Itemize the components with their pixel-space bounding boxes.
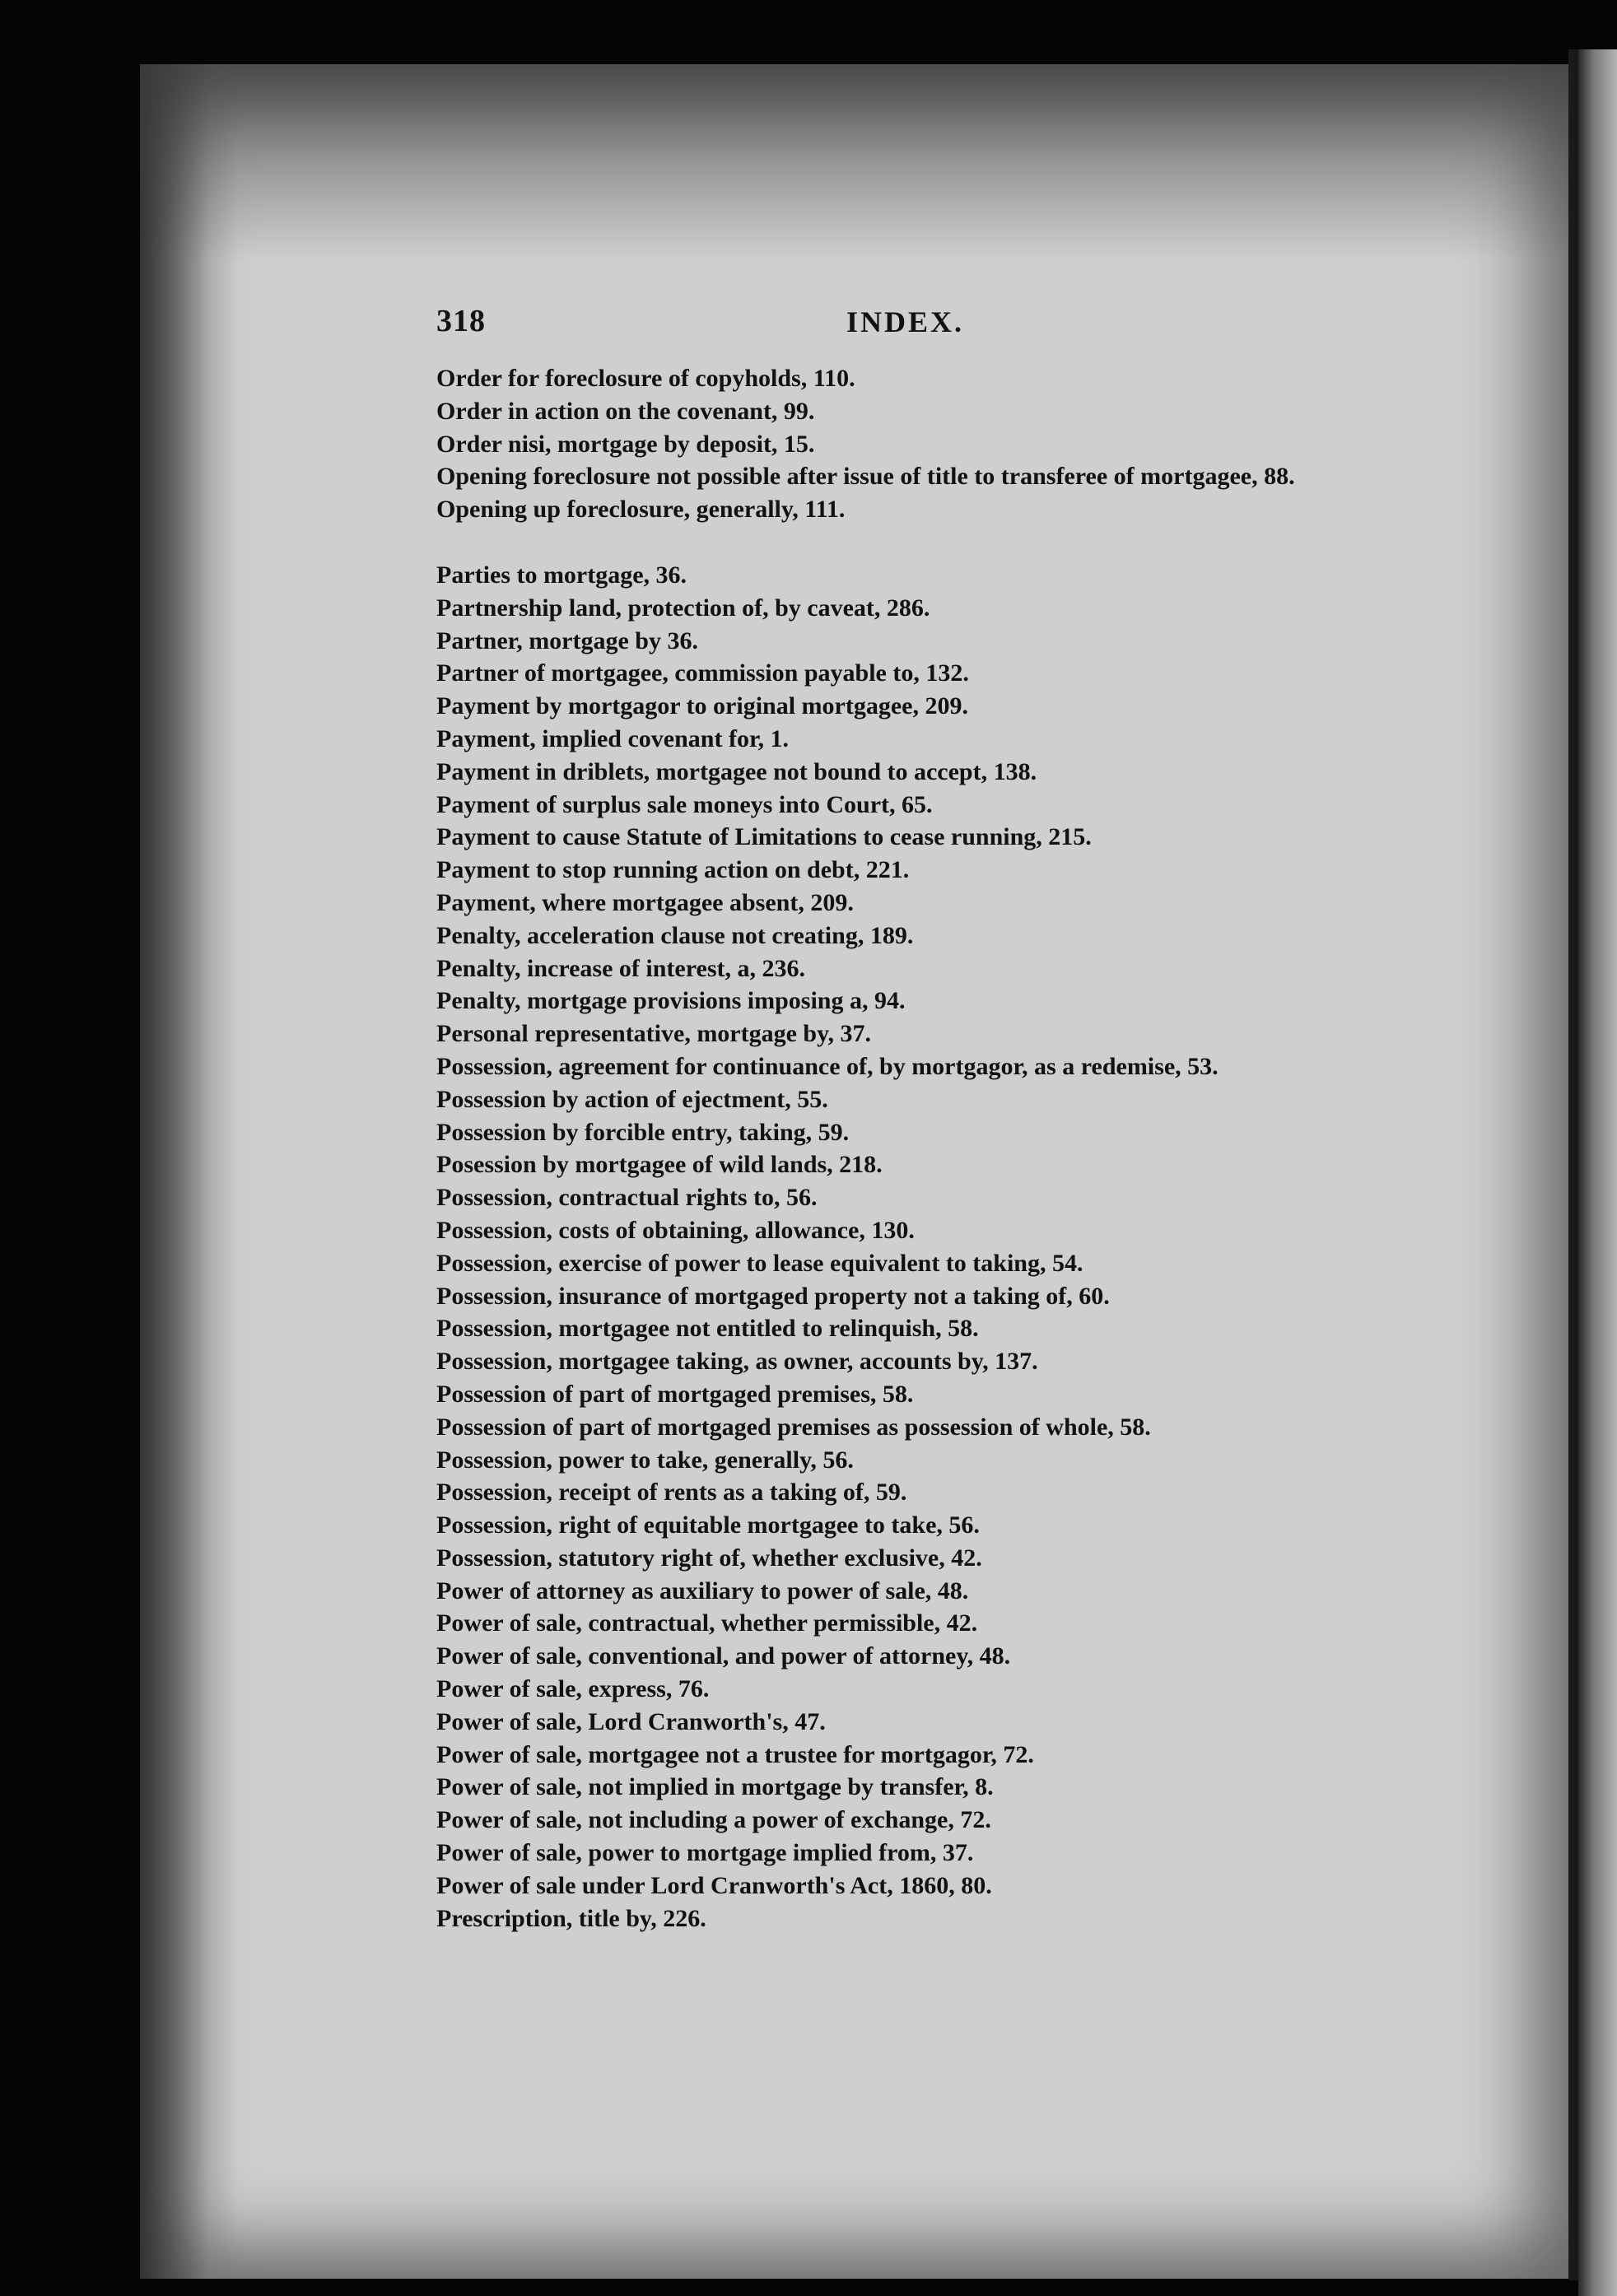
index-entry: Power of sale, conventional, and power of attorney, 48. — [436, 1642, 1011, 1670]
index-entry: Posession by mortgagee of wild lands, 218. — [436, 1151, 883, 1179]
entry-spacer — [436, 526, 1383, 559]
index-entry: Possession by forcible entry, taking, 59. — [436, 1118, 850, 1146]
index-entry: Penalty, mortgage provisions imposing a, 94. — [436, 987, 906, 1015]
index-entry: Power of sale, power to mortgage implied from, 37. — [436, 1839, 974, 1867]
index-entry: Penalty, acceleration clause not creating, 189. — [436, 921, 914, 949]
index-entry: Partner, mortgage by 36. — [436, 626, 698, 654]
page-top-shadow — [140, 64, 1568, 262]
index-entry: Prescription, title by, 226. — [436, 1904, 706, 1932]
index-entry: Order for foreclosure of copyholds, 110. — [436, 365, 855, 392]
index-entry: Power of attorney as auxiliary to power of sale, 48. — [436, 1576, 969, 1604]
index-entry: Possession, mortgagee taking, as owner, accounts by, 137. — [436, 1348, 1038, 1376]
index-entry: Possession of part of mortgaged premises, 58. — [436, 1380, 914, 1408]
index-entry: Possession, costs of obtaining, allowance, 130. — [436, 1216, 915, 1244]
index-entry: Payment of surplus sale moneys into Court, 65. — [436, 790, 933, 818]
index-entry: Power of sale, mortgagee not a trustee for mortgagor, 72. — [436, 1740, 1034, 1768]
index-entry: Power of sale, not implied in mortgage by transfer, 8. — [436, 1773, 994, 1801]
index-entry: Possession, statutory right of, whether exclusive, 42. — [436, 1544, 982, 1572]
index-entry: Payment to cause Statute of Limitations to cease running, 215. — [436, 823, 1092, 851]
index-entry: Opening up foreclosure, generally, 111. — [436, 496, 846, 524]
index-entry: Personal representative, mortgage by, 37. — [436, 1020, 871, 1048]
index-entry: Possession, power to take, generally, 56. — [436, 1446, 854, 1474]
index-entry: Parties to mortgage, 36. — [436, 561, 687, 589]
index-entry: Partnership land, protection of, by caveat, 286. — [436, 594, 930, 622]
index-entry: Opening foreclosure not possible after issue of title to transferee of mortgagee, 88. — [436, 463, 1295, 491]
index-entry: Payment in driblets, mortgagee not bound to accept, 138. — [436, 757, 1037, 785]
page-right-edge — [1568, 49, 1578, 2280]
index-entry: Possession by action of ejectment, 55. — [436, 1085, 828, 1113]
index-entry: Power of sale, express, 76. — [436, 1675, 710, 1703]
page-number: 318 — [436, 304, 486, 338]
index-entry: Payment, implied covenant for, 1. — [436, 724, 790, 752]
index-entry: Payment, where mortgagee absent, 209. — [436, 888, 854, 916]
running-head: INDEX. — [846, 305, 965, 338]
index-entry: Possession, contractual rights to, 56. — [436, 1184, 818, 1212]
index-entry: Power of sale, contractual, whether permissible, 42. — [436, 1609, 978, 1637]
index-entry: Possession, agreement for continuance of, by mortgagor, as a redemise, 53. — [436, 1052, 1219, 1080]
index-entry: Possession, exercise of power to lease equivalent to taking, 54. — [436, 1249, 1083, 1277]
index-entry: Payment by mortgagor to original mortgagee, 209. — [436, 692, 968, 720]
index-entry: Payment to stop running action on debt, 221. — [436, 856, 910, 884]
index-entry: Possession, right of equitable mortgagee to take, 56. — [436, 1511, 980, 1539]
index-entry: Penalty, increase of interest, a, 236. — [436, 954, 805, 982]
index-entry: Power of sale, Lord Cranworth's, 47. — [436, 1707, 826, 1735]
page-gutter-shadow — [140, 64, 239, 2279]
index-entry: Partner of mortgagee, commission payable to, 132. — [436, 659, 969, 687]
index-entries — [436, 362, 1383, 1935]
index-entry: Power of sale under Lord Cranworth's Act, 1860, 80. — [436, 1871, 992, 1899]
page-header — [436, 303, 1375, 352]
adjacent-page-strip — [1578, 49, 1617, 2296]
index-entry: Order in action on the covenant, 99. — [436, 397, 815, 425]
index-entry: Power of sale, not including a power of exchange, 72. — [436, 1806, 991, 1834]
index-entry: Possession, mortgagee not entitled to relinquish, 58. — [436, 1315, 979, 1343]
index-entry: Order nisi, mortgage by deposit, 15. — [436, 430, 815, 458]
index-entry: Possession, insurance of mortgaged property not a taking of, 60. — [436, 1282, 1110, 1310]
index-entry: Possession, receipt of rents as a taking of, 59. — [436, 1479, 907, 1507]
index-entry: Possession of part of mortgaged premises as possession of whole, 58. — [436, 1413, 1151, 1441]
